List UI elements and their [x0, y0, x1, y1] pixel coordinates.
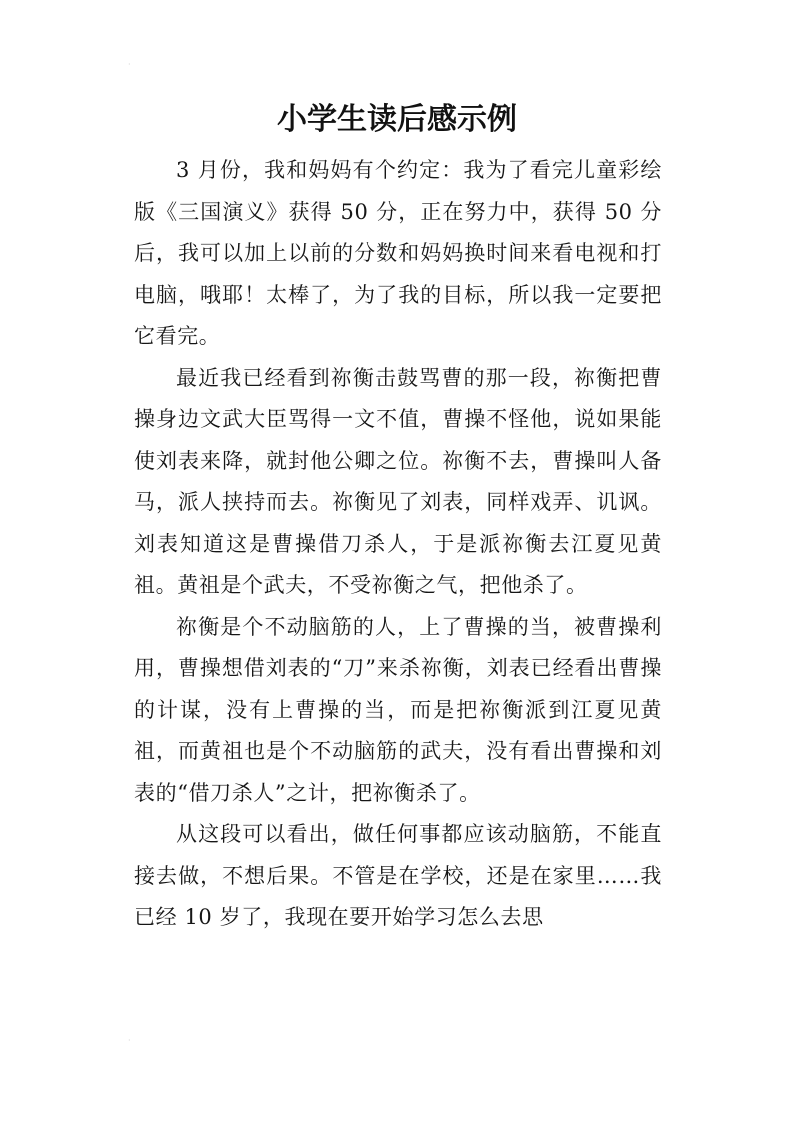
paragraph-3: 祢衡是个不动脑筋的人，上了曹操的当，被曹操利用，曹操想借刘表的“刀”来杀祢衡，刘表已经看出曹操的计谋，没有上曹操的当，而是把祢衡派到江夏见黄祖，而黄祖也是个不动脑筋的武夫，没有看出曹操和刘表的“借刀杀人”之计，把祢衡杀了。: [134, 614, 662, 805]
page-corner-mark-bottom: ·: [128, 1036, 131, 1045]
page-title: 小学生读后感示例: [277, 102, 517, 137]
page-corner-mark: ·: [128, 60, 131, 69]
article-body: [134, 150, 662, 939]
paragraph-2: 最近我已经看到祢衡击鼓骂曹的那一段，祢衡把曹操身边文武大臣骂得一文不值，曹操不怪他，说如果能使刘表来降，就封他公卿之位。祢衡不去，曹操叫人备马，派人挟持而去。祢衡见了刘表，同样戏弄、讥讽。刘表知道这是曹操借刀杀人，于是派祢衡去江夏见黄祖。黄祖是个武夫，不受祢衡之气，把他杀了。: [134, 365, 662, 597]
paragraph-4: 从这段可以看出，做任何事都应该动脑筋，不能直接去做，不想后果。不管是在学校，还是在家里……我已经 10 岁了，我现在要开始学习怎么去思: [134, 822, 662, 929]
paragraph-1: 3 月份，我和妈妈有个约定：我为了看完儿童彩绘版《三国演义》获得 50 分，正在努力中，获得 50 分后，我可以加上以前的分数和妈妈换时间来看电视和打电脑，哦耶！太棒了，为了我的目标，所以我一定要把它看完。: [134, 158, 662, 348]
